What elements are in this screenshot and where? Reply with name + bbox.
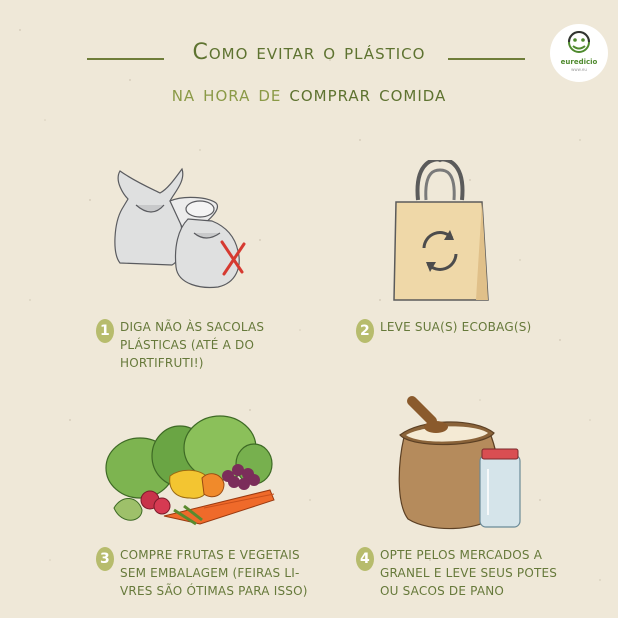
step-number-badge: 1	[96, 319, 114, 343]
bulk-sack-and-jar-illustration	[390, 393, 530, 533]
red-x-icon	[218, 238, 248, 278]
step-line: OPTE PELOS MERCADOS A	[380, 548, 543, 562]
step-text	[380, 546, 557, 600]
step-line: DIGA NÃO ÀS SACOLAS	[120, 320, 265, 334]
euredicio-logo	[550, 24, 608, 82]
title-line-2-prefix: na hora de	[171, 82, 290, 107]
glass-jar	[480, 449, 520, 527]
step-line: VRES SÃO ÓTIMAS PARA ISSO)	[120, 584, 308, 598]
step-line: COMPRE FRUTAS E VEGETAIS	[120, 548, 300, 562]
step-line: HORTIFRUTI!)	[120, 356, 204, 370]
step-line: GRANEL E LEVE SEUS POTES	[380, 566, 558, 580]
step-number-badge: 4	[356, 547, 374, 571]
logo-name: euredicio	[560, 58, 598, 66]
step-number-badge: 3	[96, 547, 114, 571]
title-line-1: Como evitar o plástico	[192, 40, 426, 65]
logo-subtitle: www.eu	[571, 67, 587, 72]
step-text	[380, 318, 531, 336]
plastic-bags-illustration	[102, 163, 257, 303]
step-line: SEM EMBALAGEM (FEIRAS LI-	[120, 566, 300, 580]
step-line: OU SACOS DE PANO	[380, 584, 505, 598]
step-number-badge: 2	[356, 319, 374, 343]
step-text	[120, 546, 308, 600]
smile-face-icon	[550, 24, 608, 82]
vegetables-illustration	[104, 412, 280, 532]
title-line-2-highlight: comprar comida	[289, 82, 447, 107]
step-line: LEVE SUA(S) ECOBAG(S)	[380, 320, 532, 334]
title-line-2	[0, 80, 618, 110]
step-text	[120, 318, 264, 372]
page-title	[0, 38, 618, 110]
step-line: PLÁSTICAS (ATÉ A DO	[120, 338, 255, 352]
ecobag-illustration	[390, 160, 490, 308]
